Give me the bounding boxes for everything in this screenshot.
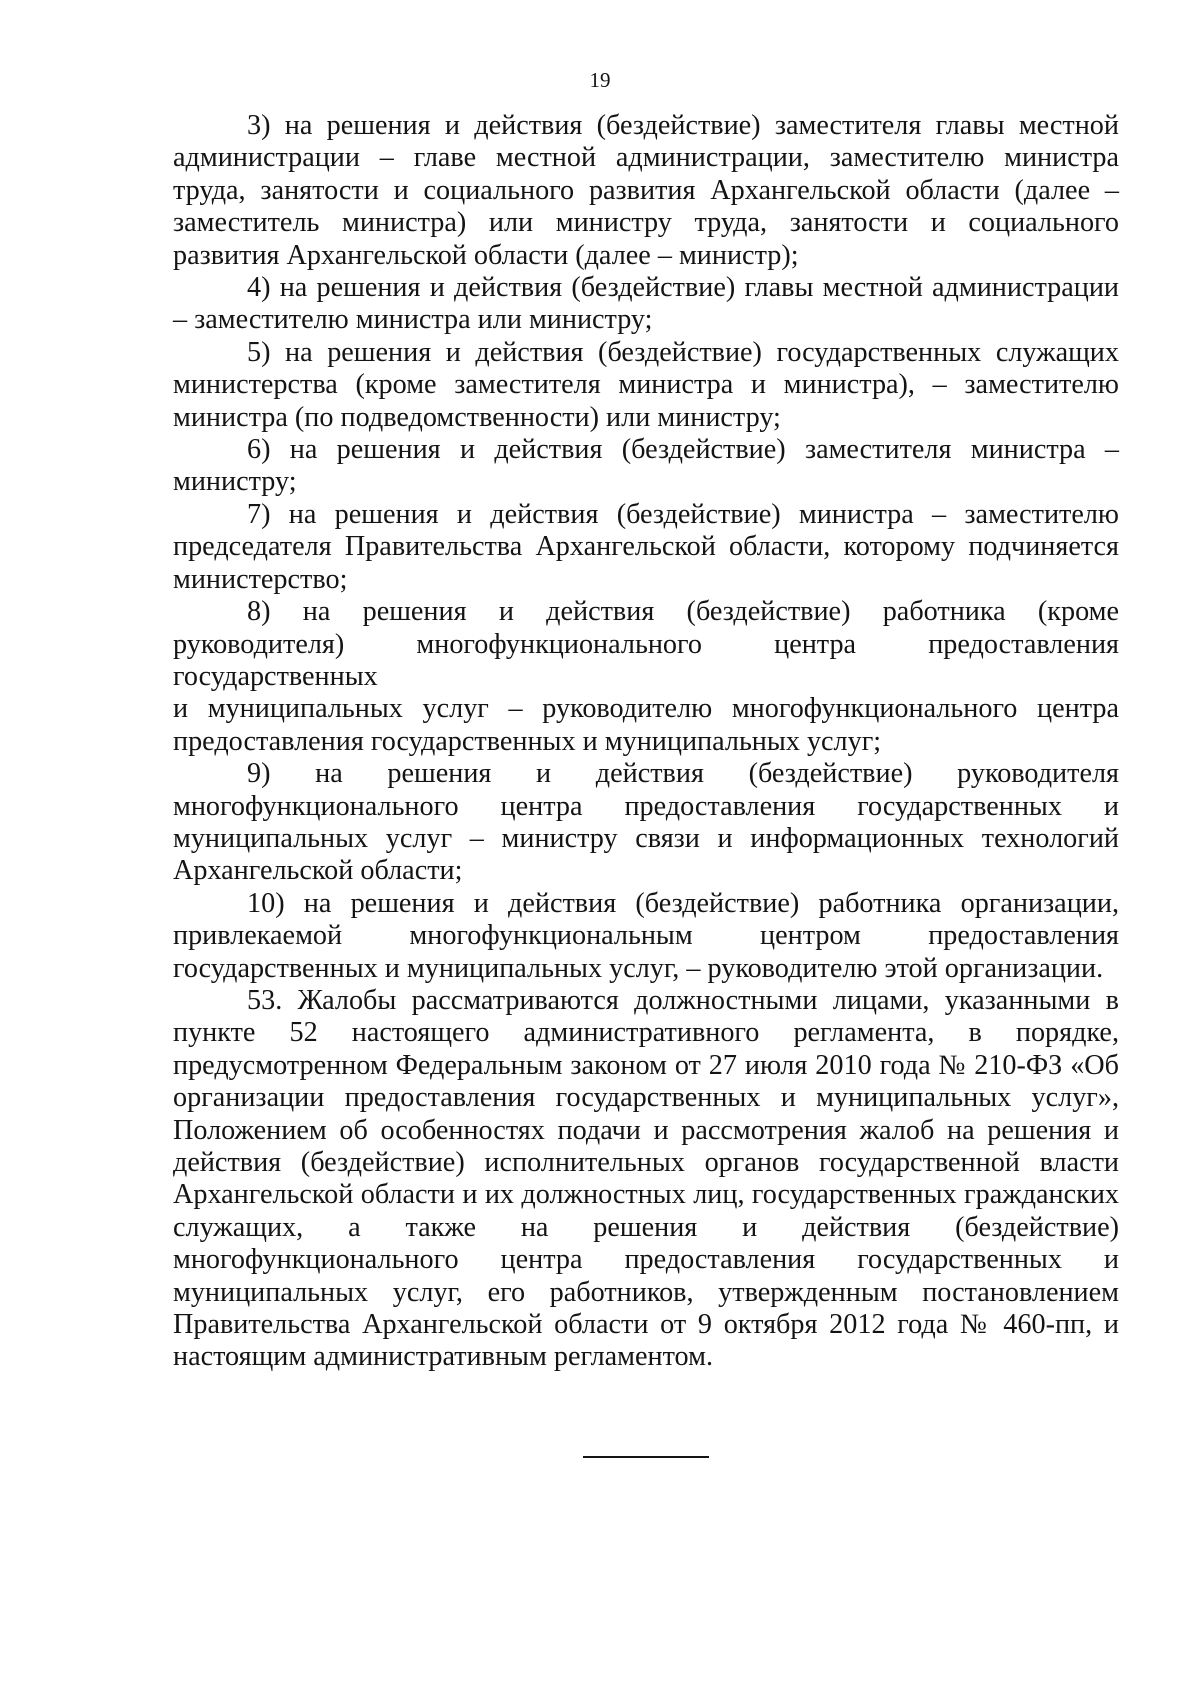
paragraph-item-7: 7) на решения и действия (бездействие) министра – заместителю председателя Правительства Архангельской области, которому подчиняется министерство; (173, 498, 1119, 595)
paragraph-item-4: 4) на решения и действия (бездействие) главы местной администрации – заместителю министра или министру; (173, 272, 1119, 336)
paragraph-item-3: 3) на решения и действия (бездействие) заместителя главы местной администрации – главе местной администрации, заместителю министра труда, занятости и социального развития Архангельской области (далее – заместитель министра) или министру труда, занятости и социального развития Архангельской области (далее – министр); (173, 110, 1119, 271)
end-separator-line (583, 1456, 709, 1458)
paragraph-item-9: 9) на решения и действия (бездействие) руководителя многофункционального центра предоставления государственных и муниципальных услуг – министру связи и информационных технологий Архангельской области; (173, 758, 1119, 887)
paragraph-item-10: 10) на решения и действия (бездействие) работника организации, привлекаемой многофункциональным центром предоставления государственных и муниципальных услуг, – руководителю этой организации. (173, 887, 1119, 984)
paragraph-item-8: 8) на решения и действия (бездействие) работника (кроме руководителя) многофункционального центра предоставления государственных (173, 596, 1119, 692)
document-body (173, 110, 1119, 1374)
paragraph-item-6: 6) на решения и действия (бездействие) заместителя министра – министру; (173, 434, 1119, 498)
paragraph-item-5: 5) на решения и действия (бездействие) государственных служащих министерства (кроме заместителя министра и министра), – заместителю министра (по подведомственности) или министру; (173, 336, 1119, 433)
page-number: 19 (589, 68, 611, 92)
paragraph-section-53: 53. Жалобы рассматриваются должностными лицами, указанными в пункте 52 настоящего административного регламента, в порядке, предусмотренном Федеральным законом от 27 июля 2010 года № 210-ФЗ «Об организации предоставления государственных и муниципальных услуг», Положением об особенностях подачи и рассмотрения жалоб на решения и действия (бездействие) исполнительных органов государственной власти Архангельской области и их должностных лиц, государственных гражданских служащих, а также на решения и действия (бездействие) многофункционального центра предоставления государственных и муниципальных услуг, его работников, утвержденным постановлением Правительства Архангельской области от 9 октября 2012 года № 460-пп, и настоящим административным регламентом. (173, 984, 1119, 1373)
paragraph-item-8-continuation: и муниципальных услуг – руководителю многофункционального центра предоставления государственных и муниципальных услуг; (173, 693, 1119, 757)
